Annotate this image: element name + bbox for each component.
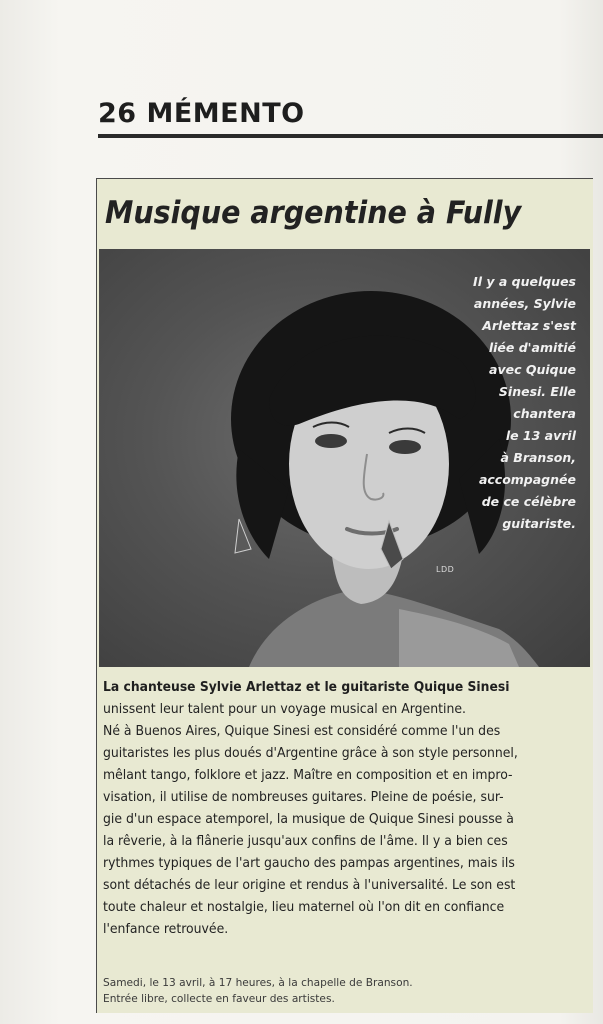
body-line: toute chaleur et nostalgie, lieu maternel où l'on dit en confiance	[103, 900, 505, 915]
body-line: mêlant tango, folklore et jazz. Maître en composition et en impro-	[103, 768, 513, 783]
photo-credit: LDD	[436, 565, 455, 574]
body-line: la rêverie, à la flânerie jusqu'aux confins de l'âme. Il y a bien ces	[103, 834, 508, 849]
event-date-line: Samedi, le 13 avril, à 17 heures, à la chapelle de Branson.	[103, 977, 413, 989]
body-line: gie d'un espace atemporel, la musique de Quique Sinesi pousse à	[103, 812, 514, 827]
article-photo	[99, 249, 590, 667]
body-line: sont détachés de leur origine et rendus à l'universalité. Le son est	[103, 878, 516, 893]
event-info	[103, 975, 587, 1007]
article-lead: La chanteuse Sylvie Arlettaz et le guitariste Quique Sinesi	[103, 680, 510, 695]
body-line: unissent leur talent pour un voyage musical en Argentine.	[103, 702, 466, 717]
body-line: visation, il utilise de nombreuses guitares. Pleine de poésie, sur-	[103, 790, 504, 805]
article-body	[103, 699, 587, 941]
body-line: l'enfance retrouvée.	[103, 922, 229, 937]
article-headline: Musique argentine à Fully	[105, 195, 522, 231]
photo-caption: Il y a quelques années, Sylvie Arlettaz s'est liée d'amitié avec Quique Sinesi. Elle chantera le 13 avril à Branson, accompagnée de ce célèbre guitariste.	[473, 274, 576, 531]
body-line: rythmes typiques de l'art gaucho des pampas argentines, mais ils	[103, 856, 515, 871]
body-line: Né à Buenos Aires, Quique Sinesi est considéré comme l'un des	[103, 724, 501, 739]
article	[96, 178, 593, 1013]
event-entry-line: Entrée libre, collecte en faveur des artistes.	[103, 993, 335, 1005]
section-divider	[98, 134, 603, 138]
section-header	[98, 96, 603, 138]
section-title: 26 MÉMENTO	[98, 98, 305, 129]
body-line: guitaristes les plus doués d'Argentine grâce à son style personnel,	[103, 746, 518, 761]
left-eye	[315, 434, 347, 448]
